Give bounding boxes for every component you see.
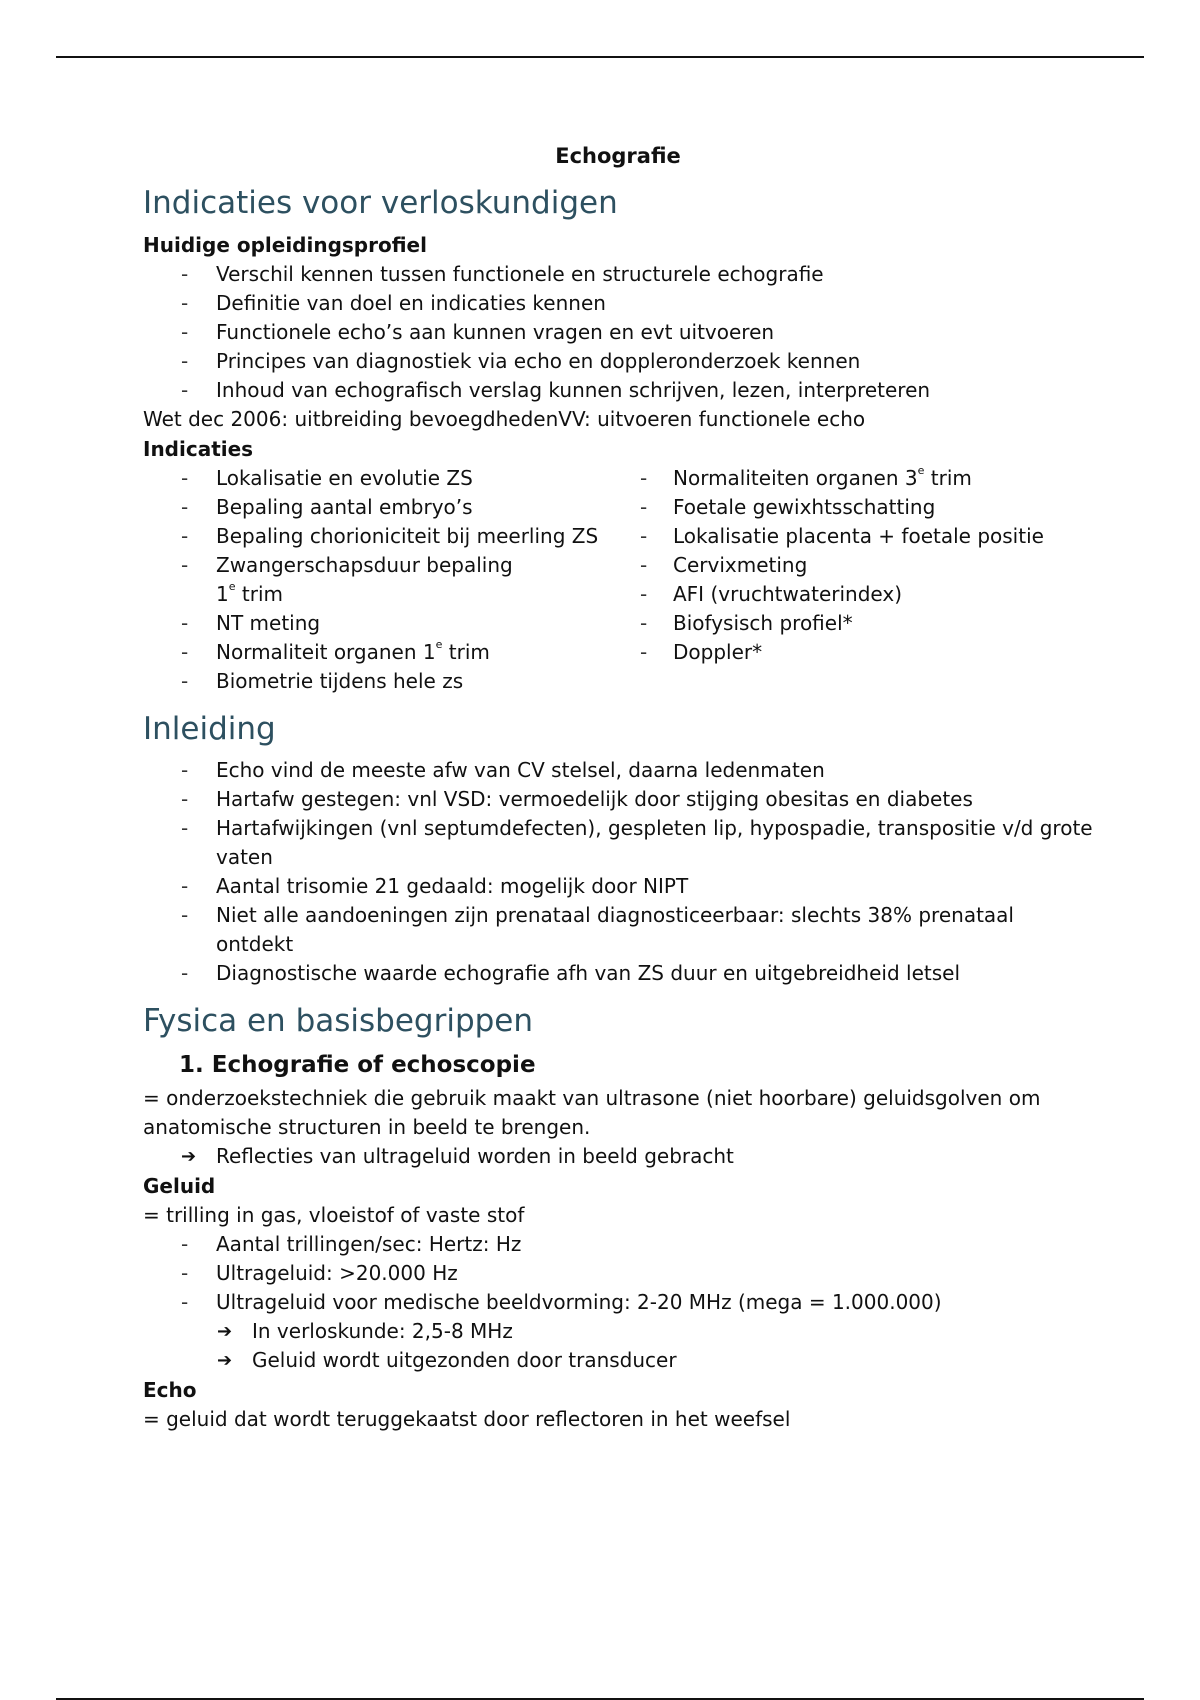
list-item: - Aantal trisomie 21 gedaald: mogelijk door NIPT xyxy=(143,872,1093,901)
list-item: - Ultrageluid: >20.000 Hz xyxy=(143,1259,1093,1288)
list-item: - Principes van diagnostiek via echo en doppleronderzoek kennen xyxy=(143,347,1093,376)
profile-heading: Huidige opleidingsprofiel xyxy=(143,233,427,257)
list-item: - Biometrie tijdens hele zs xyxy=(143,667,635,696)
definition-text: = onderzoekstechniek die gebruik maakt van ultrasone (niet hoorbare) geluidsgolven om anatomische structuren in beeld te brengen. xyxy=(143,1086,1041,1139)
list-item xyxy=(143,638,635,667)
numbered-heading: 1. Echografie of echoscopie xyxy=(179,1052,536,1078)
arrow-right-icon: ➔ xyxy=(217,1321,233,1342)
list-item: - Cervixmeting xyxy=(635,551,1093,580)
list-item: - Biofysisch profiel* xyxy=(635,609,1093,638)
item-text: Geluid wordt uitgezonden door transducer xyxy=(252,1348,677,1372)
list-item: - AFI (vruchtwaterindex) xyxy=(635,580,1093,609)
item-text: In verloskunde: 2,5-8 MHz xyxy=(252,1319,513,1343)
intro-list xyxy=(143,756,1093,988)
echo-definition: = geluid dat wordt teruggekaatst door reflectoren in het weefsel xyxy=(143,1407,791,1431)
section-heading-inleiding: Inleiding xyxy=(143,711,276,747)
list-item: - Hartafwijkingen (vnl septumdefecten), gespleten lip, hypospadie, transpositie v/d grote vaten xyxy=(143,814,1093,872)
list-item xyxy=(143,551,635,609)
header-rule xyxy=(56,56,1144,58)
list-item: - Functionele echo’s aan kunnen vragen en evt uitvoeren xyxy=(143,318,1093,347)
ordinal-suffix: e xyxy=(228,580,236,593)
list-item: - Lokalisatie placenta + foetale positie xyxy=(635,522,1093,551)
ordinal: 1 xyxy=(216,582,229,606)
list-item xyxy=(143,1142,1093,1171)
list-item: - Niet alle aandoeningen zijn prenataal diagnosticeerbaar: slechts 38% prenataal ontdekt xyxy=(143,901,1093,959)
list-item: - Hartafw gestegen: vnl VSD: vermoedelijk door stijging obesitas en diabetes xyxy=(143,785,1093,814)
list-item: - Aantal trillingen/sec: Hertz: Hz xyxy=(143,1230,1093,1259)
list-item: - Bepaling chorioniciteit bij meerling ZS xyxy=(143,522,635,551)
item-text: Reflecties van ultrageluid worden in beeld gebracht xyxy=(216,1144,734,1168)
indications-left-column xyxy=(143,464,635,696)
arrow-list xyxy=(143,1142,1093,1171)
sound-list xyxy=(143,1230,1093,1317)
ordinal-suffix: e xyxy=(435,638,443,651)
echo-heading: Echo xyxy=(143,1378,197,1402)
list-item: - Lokalisatie en evolutie ZS xyxy=(143,464,635,493)
profile-list xyxy=(143,260,1093,405)
list-item: - Definitie van doel en indicaties kennen xyxy=(143,289,1093,318)
list-item xyxy=(143,1346,1093,1375)
list-item: - Ultrageluid voor medische beeldvorming: 2-20 MHz (mega = 1.000.000) xyxy=(143,1288,1093,1317)
list-item xyxy=(143,1317,1093,1346)
indications-right-column xyxy=(635,464,1093,696)
list-item: - Echo vind de meeste afw van CV stelsel, daarna ledenmaten xyxy=(143,756,1093,785)
ordinal-suffix: e xyxy=(917,464,925,477)
item-text: Normaliteit organen 1 xyxy=(216,640,436,664)
section-heading-indicaties: Indicaties voor verloskundigen xyxy=(143,185,618,221)
document-title: Echografie xyxy=(555,144,681,168)
item-text: trim xyxy=(930,466,972,490)
list-item xyxy=(635,464,1093,493)
list-item: - NT meting xyxy=(143,609,635,638)
item-text: trim xyxy=(448,640,490,664)
list-item: - Inhoud van echografisch verslag kunnen schrijven, lezen, interpreteren xyxy=(143,376,1093,405)
arrow-right-icon: ➔ xyxy=(217,1350,233,1371)
list-item: - Verschil kennen tussen functionele en structurele echografie xyxy=(143,260,1093,289)
section-heading-fysica: Fysica en basisbegrippen xyxy=(143,1003,534,1039)
list-item: - Bepaling aantal embryo’s xyxy=(143,493,635,522)
sound-definition: = trilling in gas, vloeistof of vaste stof xyxy=(143,1203,525,1227)
arrow-right-icon: ➔ xyxy=(181,1146,197,1167)
list-item: - Doppler* xyxy=(635,638,1093,667)
list-item: - Foetale gewixhtsschatting xyxy=(635,493,1093,522)
sound-heading: Geluid xyxy=(143,1174,216,1198)
document-page xyxy=(143,140,1093,1434)
indications-heading: Indicaties xyxy=(143,437,254,461)
indications-columns xyxy=(143,464,1093,696)
law-line: Wet dec 2006: uitbreiding bevoegdhedenVV: uitvoeren functionele echo xyxy=(143,407,866,431)
item-text: trim xyxy=(241,582,283,606)
sound-arrow-list xyxy=(143,1317,1093,1375)
item-text: Normaliteiten organen 3 xyxy=(673,466,918,490)
list-item: - Diagnostische waarde echografie afh van ZS duur en uitgebreidheid letsel xyxy=(143,959,1093,988)
item-text: Zwangerschapsduur bepaling xyxy=(216,553,513,577)
